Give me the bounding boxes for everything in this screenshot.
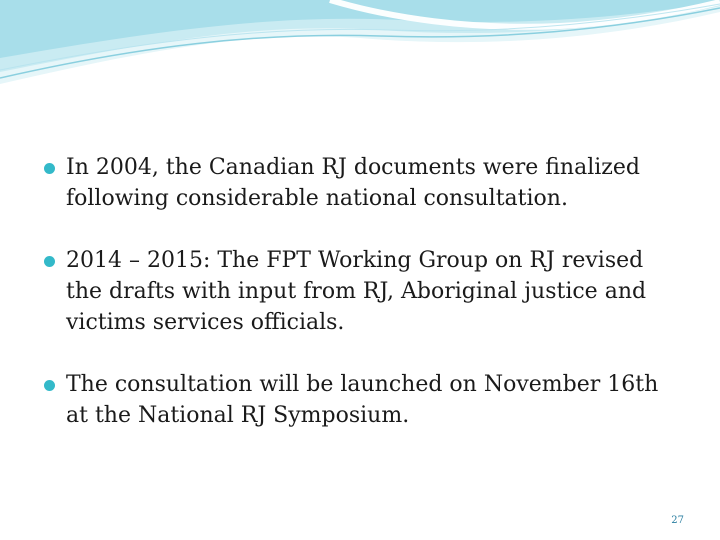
page-number: 27 bbox=[671, 515, 684, 526]
bullet-dot-icon bbox=[44, 163, 55, 174]
bullet-list bbox=[44, 152, 684, 431]
decorative-wave-header bbox=[0, 0, 720, 90]
bullet-item bbox=[44, 245, 684, 338]
bullet-text: The consultation will be launched on November 16th at the National RJ Symposium. bbox=[66, 372, 659, 428]
bullet-text: 2014 – 2015: The FPT Working Group on RJ revised the drafts with input from RJ, Aboriginal justice and victims services officials. bbox=[66, 248, 647, 335]
bullet-dot-icon bbox=[44, 256, 55, 267]
bullet-item bbox=[44, 152, 684, 214]
bullet-text: In 2004, the Canadian RJ documents were finalized following considerable national consultation. bbox=[66, 155, 640, 211]
bullet-dot-icon bbox=[44, 380, 55, 391]
bullet-item bbox=[44, 369, 684, 431]
